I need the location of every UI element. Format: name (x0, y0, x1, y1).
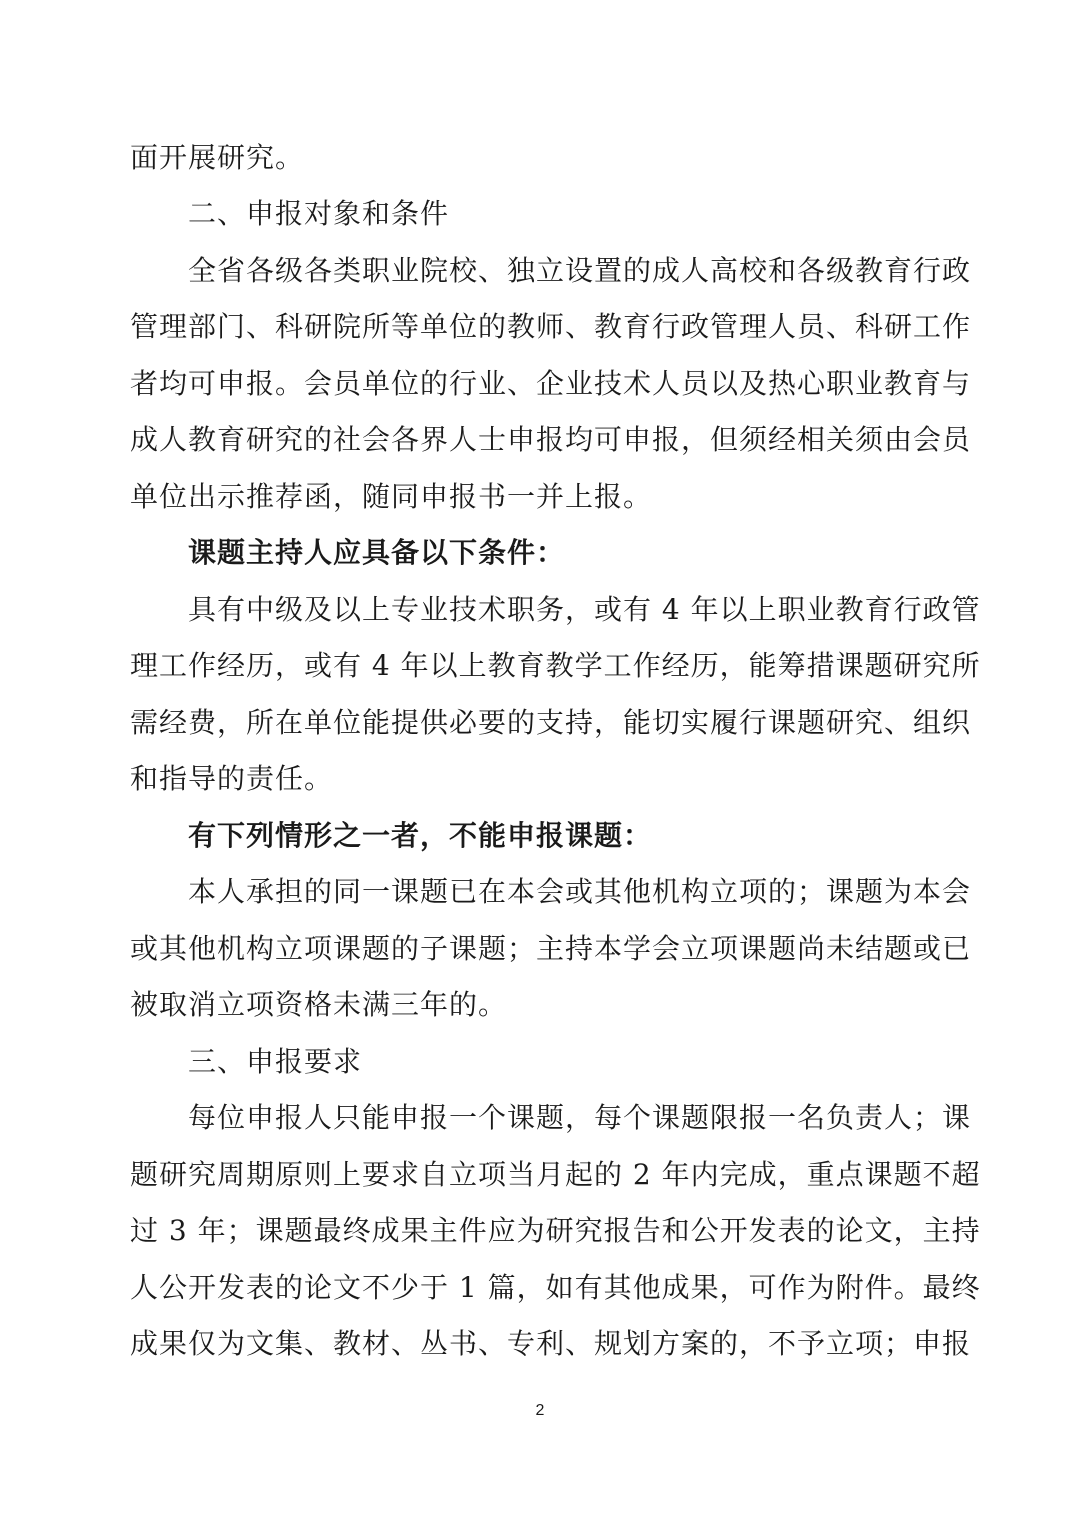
paragraph-line: 人公开发表的论文不少于 1 篇，如有其他成果，可作为附件。最终 (130, 1271, 981, 1304)
paragraph-line: 或其他机构立项课题的子课题；主持本学会立项课题尚未结题或已 (130, 932, 972, 965)
section-heading: 三、申报要求 (188, 1045, 363, 1078)
paragraph-line: 和指导的责任。 (130, 762, 334, 795)
subheading: 课题主持人应具备以下条件： (188, 536, 566, 569)
paragraph-line: 全省各级各类职业院校、独立设置的成人高校和各级教育行政 (188, 254, 972, 287)
paragraph-line: 被取消立项资格未满三年的。 (130, 988, 508, 1021)
paragraph-line: 每位申报人只能申报一个课题，每个课题限报一名负责人；课 (188, 1101, 972, 1134)
section-heading: 二、申报对象和条件 (188, 197, 450, 230)
paragraph-line: 面开展研究。 (130, 141, 305, 174)
page-number: 2 (535, 1402, 545, 1419)
paragraph-line: 管理部门、科研院所等单位的教师、教育行政管理人员、科研工作 (130, 310, 972, 343)
paragraph-line: 单位出示推荐函，随同申报书一并上报。 (130, 480, 653, 513)
paragraph-line: 成果仅为文集、教材、丛书、专利、规划方案的，不予立项；申报 (130, 1327, 972, 1360)
paragraph-line: 成人教育研究的社会各界人士申报均可申报，但须经相关须由会员 (130, 423, 972, 456)
paragraph-line: 过 3 年；课题最终成果主件应为研究报告和公开发表的论文，主持 (130, 1214, 981, 1247)
subheading: 有下列情形之一者，不能申报课题： (188, 819, 653, 852)
paragraph-line: 具有中级及以上专业技术职务，或有 4 年以上职业教育行政管 (188, 593, 981, 626)
paragraph-line: 题研究周期原则上要求自立项当月起的 2 年内完成，重点课题不超 (130, 1158, 981, 1191)
paragraph-line: 需经费，所在单位能提供必要的支持，能切实履行课题研究、组织 (130, 706, 972, 739)
paragraph-line: 本人承担的同一课题已在本会或其他机构立项的；课题为本会 (188, 875, 972, 908)
paragraph-line: 者均可申报。会员单位的行业、企业技术人员以及热心职业教育与 (130, 367, 972, 400)
paragraph-line: 理工作经历，或有 4 年以上教育教学工作经历，能筹措课题研究所 (130, 649, 981, 682)
